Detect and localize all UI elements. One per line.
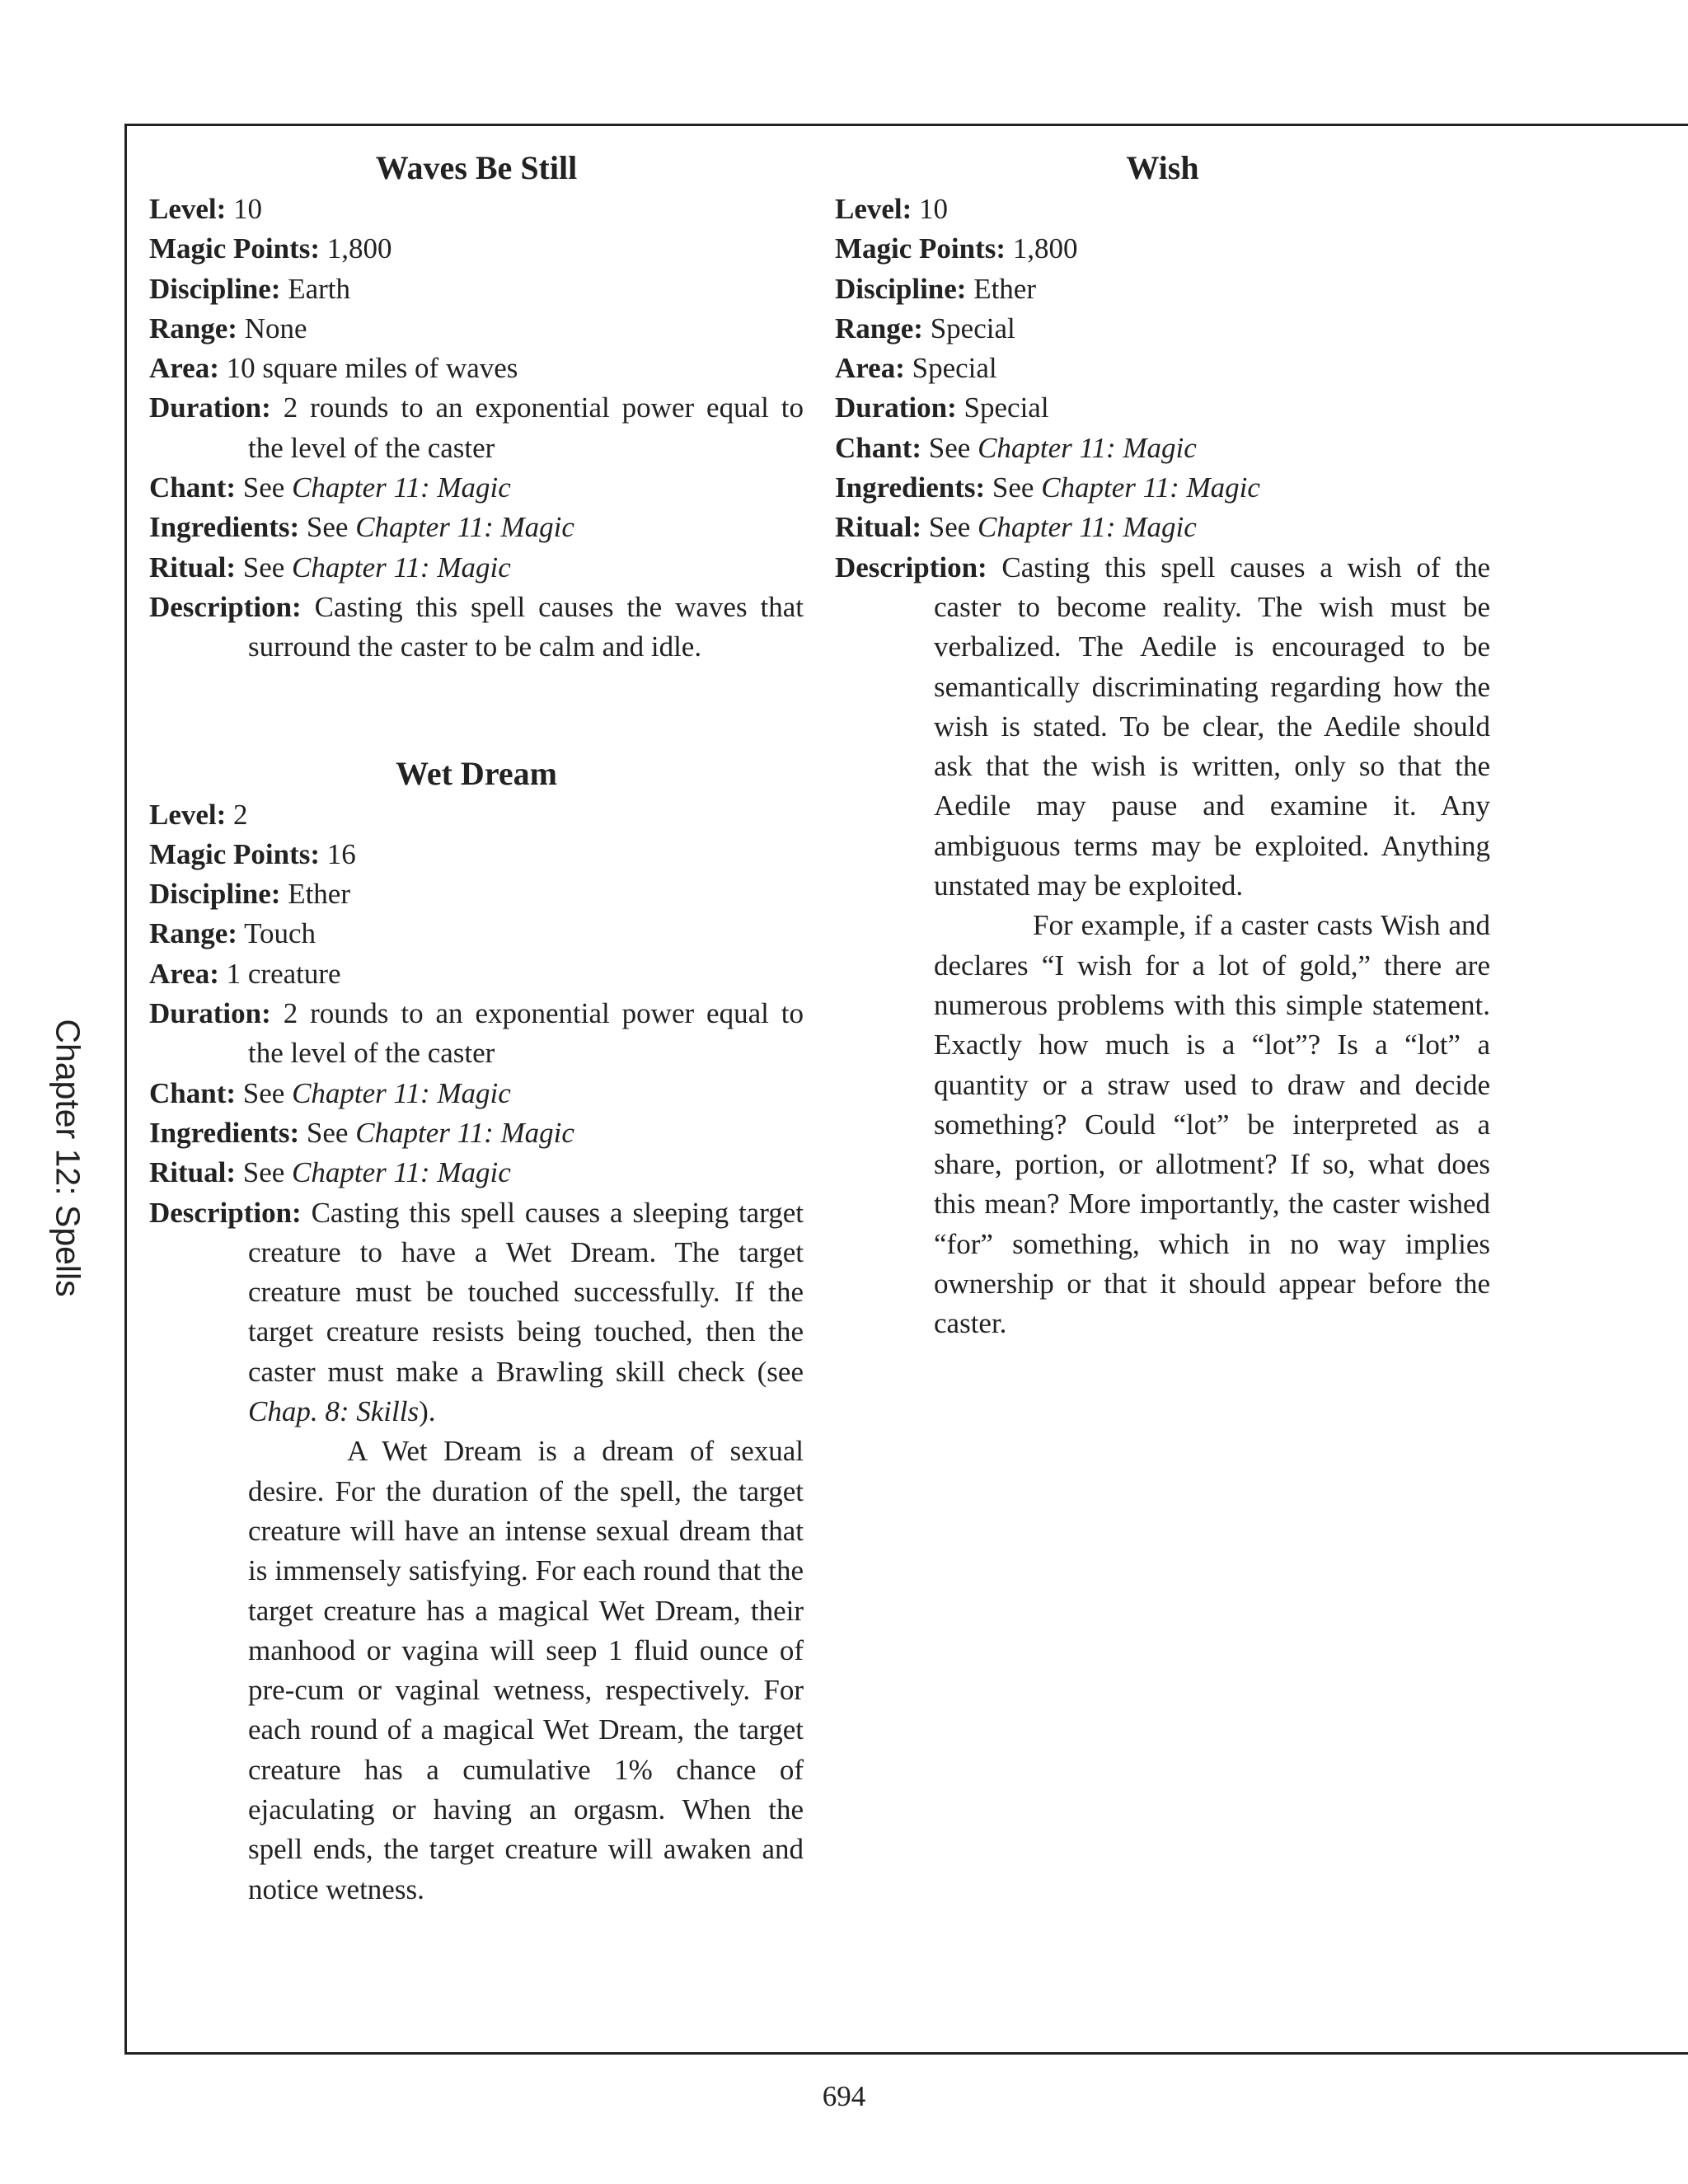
- spell-ingredients: Ingredients: See Chapter 11: Magic: [149, 1116, 574, 1149]
- spell-ritual: Ritual: See Chapter 11: Magic: [149, 551, 511, 583]
- spell-discipline: Discipline: Ether: [149, 878, 350, 911]
- spell-discipline: Discipline: Ether: [835, 272, 1036, 305]
- spell-duration: Duration: 2 rounds to an exponential power equal to the level of the caster: [149, 391, 804, 464]
- spell-range: Range: Touch: [149, 917, 316, 950]
- spell-description-continued: For example, if a caster casts Wish and declares “I wish for a lot of gold,” there are numerous problems with this simple statement. Exactly how much is a “lot”? Is a “lot” a quantity or a straw used to draw and decide something? Could “lot” be interpreted as a share, portion, or allotment? If so, what does this mean? More importantly, the caster wished “for” something, which in no way implies ownership or that it should appear before the caster.: [934, 909, 1490, 1340]
- spell-description: Description: Casting this spell causes a sleeping target creature to have a Wet Dream. The target creature must be touched successfully. If the target creature resists being touched, then the caster must make a Brawling skill check (see Chap. 8: Skills).: [149, 1196, 804, 1428]
- right-column: [835, 142, 1490, 1344]
- spell-description: Description: Casting this spell causes the waves that surround the caster to be calm and idle.: [149, 590, 804, 663]
- spell-title: Wet Dream: [396, 754, 557, 792]
- left-column: [149, 142, 804, 1910]
- spell-chant: Chant: See Chapter 11: Magic: [149, 1076, 511, 1109]
- spell-range: Range: None: [149, 312, 307, 344]
- spell-chant: Chant: See Chapter 11: Magic: [835, 431, 1197, 464]
- spell-discipline: Discipline: Earth: [149, 272, 350, 305]
- spell-area: Area: 10 square miles of waves: [149, 352, 518, 385]
- spell-magic-points: Magic Points: 16: [149, 837, 356, 870]
- spell-ritual: Ritual: See Chapter 11: Magic: [149, 1156, 511, 1189]
- spell-title: Wish: [1126, 149, 1199, 186]
- page-number: 694: [822, 2080, 866, 2112]
- spell-area: Area: Special: [835, 352, 997, 385]
- spell-wish: [835, 142, 1490, 1344]
- spell-level: Level: 2: [149, 798, 248, 831]
- spell-ritual: Ritual: See Chapter 11: Magic: [835, 511, 1197, 544]
- spell-range: Range: Special: [835, 312, 1015, 344]
- spell-ingredients: Ingredients: See Chapter 11: Magic: [835, 471, 1260, 504]
- spell-ingredients: Ingredients: See Chapter 11: Magic: [149, 511, 574, 544]
- chapter-side-label-text: Chapter 12: Spells: [49, 1019, 87, 1297]
- spell-title: Waves Be Still: [375, 149, 578, 186]
- spell-level: Level: 10: [149, 193, 263, 225]
- spell-area: Area: 1 creature: [149, 957, 341, 990]
- spell-wet-dream: [149, 748, 804, 1910]
- spell-magic-points: Magic Points: 1,800: [835, 232, 1078, 265]
- spell-level: Level: 10: [835, 193, 949, 225]
- spell-magic-points: Magic Points: 1,800: [149, 232, 392, 265]
- spell-chant: Chant: See Chapter 11: Magic: [149, 471, 511, 504]
- spell-description: Description: Casting this spell causes a wish of the caster to become reality. The wish must be verbalized. The Aedile is encouraged to be semantically discriminating regarding how the wish is stated. To be clear, the Aedile should ask that the wish is written, only so that the Aedile may pause and examine it. Any ambiguous terms may be exploited. Anything unstated may be exploited.: [835, 551, 1490, 902]
- spell-waves-be-still: [149, 142, 804, 668]
- spell-description-continued: A Wet Dream is a dream of sexual desire. For the duration of the spell, the target creature will have an intense sexual dream that is immensely satisfying. For each round that the target creature has a magical Wet Dream, their manhood or vagina will seep 1 fluid ounce of pre-cum or vaginal wetness, respectively. For each round of a magical Wet Dream, the target creature has a cumulative 1% chance of ejaculating or having an orgasm. When the spell ends, the target creature will awaken and notice wetness.: [248, 1435, 804, 1905]
- spell-duration: Duration: Special: [835, 391, 1049, 424]
- spell-duration: Duration: 2 rounds to an exponential power equal to the level of the caster: [149, 997, 804, 1070]
